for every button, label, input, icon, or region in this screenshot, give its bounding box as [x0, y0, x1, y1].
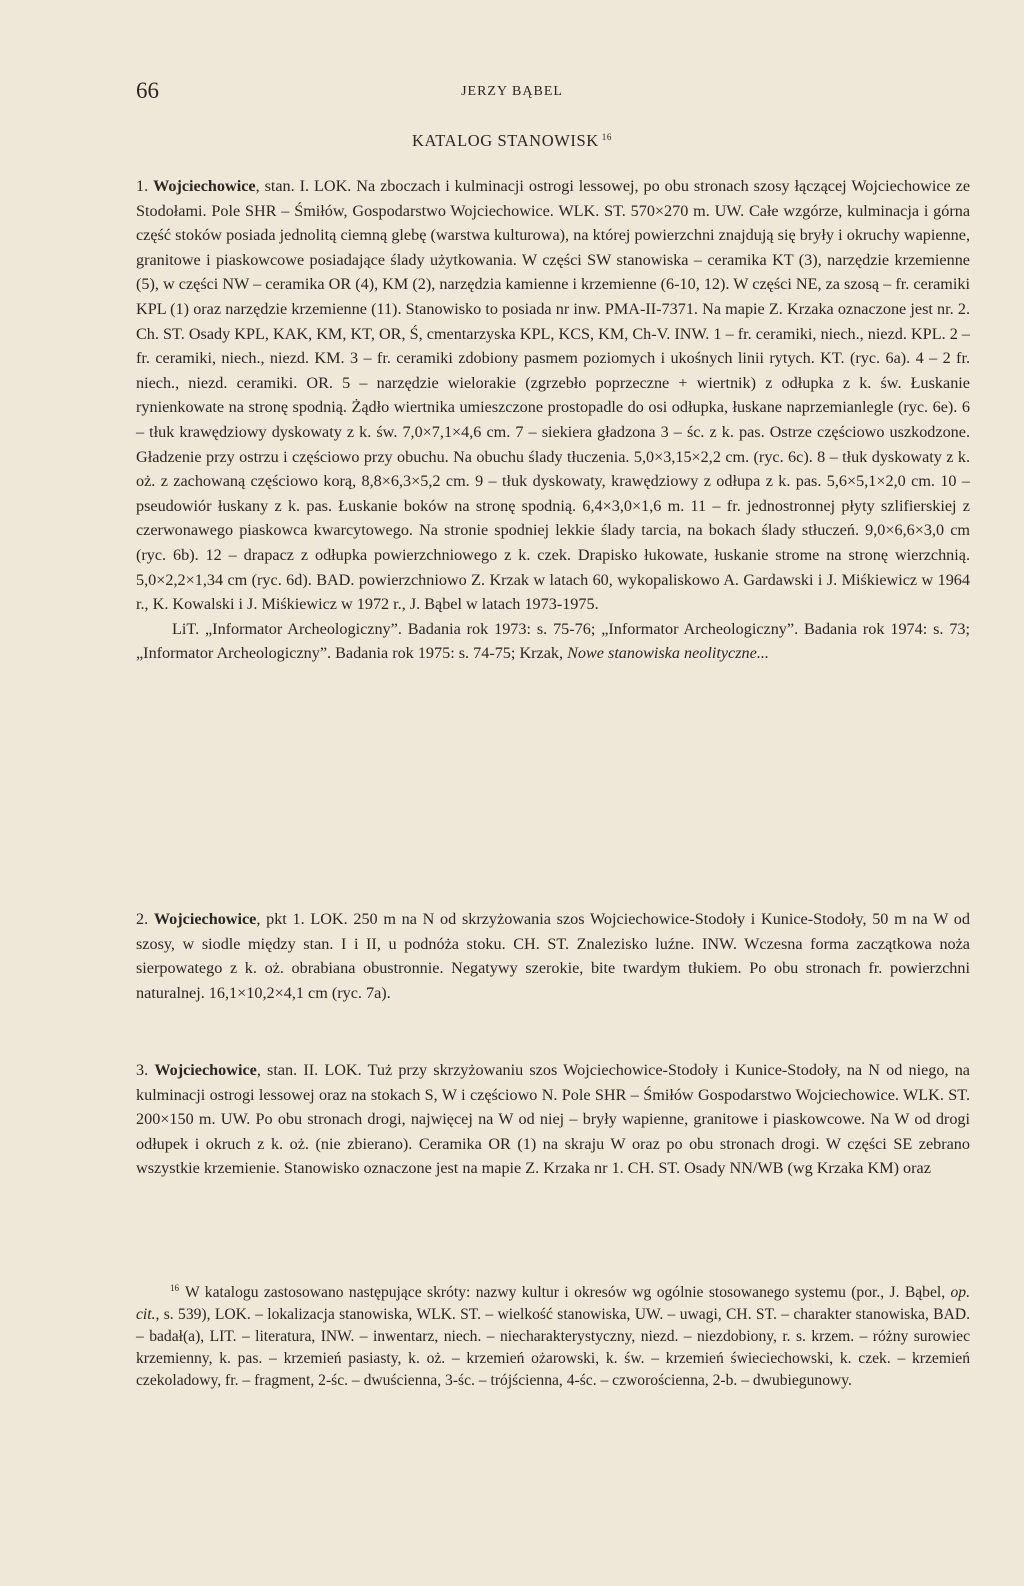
entry-3-site: Wojciechowice: [154, 1061, 257, 1079]
footnote: [136, 1277, 970, 1392]
running-head: JERZY BĄBEL: [461, 84, 563, 99]
entry-3-paragraph: [136, 1058, 970, 1181]
footnote-text-2: , s. 539), LOK. – lokalizacja stanowiska, WLK. ST. – wielkość stanowiska, UW. – uwagi, CH. ST. – charakter stanowiska, BAD. – badał(a), LIT. – literatura, INW. – inwentarz, niech. – niecharakterystyczny, niezd. – niezdobiony, r. s. krzem. – różny surowiec krzemienny, k. pas. – krzemień pasiasty, k. oż. – krzemień ożarowski, k. św. – krzemień świeciechowski, k. czek. – krzemień czekoladowy, fr. – fragment, 2-śc. – dwuścienna, 3-śc. – trójścienna, 4-śc. – czworościenna, 2-b. – dwubiegunowy.: [136, 1306, 970, 1389]
entry-1-literature: [136, 617, 970, 666]
entry-2-text: , pkt 1. LOK. 250 m na N od skrzyżowania szos Wojciechowice-Stodoły i Kunice-Stodoły, 50 m na W od szosy, w siodle między stan. I i II, u podnóża stoku. CH. ST. Znalezisko luźne. INW. Wczesna forma zaczątkowa noża sierpowatego z k. oż. obrabiana obustronnie. Negatywy szerokie, bite twardym tłukiem. Po obu stronach fr. powierzchni naturalnej. 16,1×10,2×4,1 cm (ryc. 7a).: [136, 910, 970, 1002]
footnote-italic: op. cit.: [136, 1284, 970, 1323]
page-number: 66: [136, 78, 159, 103]
footnote-ref: 16: [601, 132, 612, 142]
entry-1-lit-text: LiT. „Informator Archeologiczny”. Badania rok 1973: s. 75-76; „Informator Archeologiczny”. Badania rok 1974: s. 73; „Informator Archeologiczny”. Badania rok 1975: s. 74-75; Krzak,: [136, 619, 970, 663]
catalog-title-text: KATALOG STANOWISK: [412, 131, 599, 150]
catalog-entry-1: [136, 174, 970, 666]
footnote-text: W katalogu zastosowano następujące skróty: nazwy kultur i okresów wg ogólnie stosowanego systemu (por., J. Bąbel,: [185, 1284, 951, 1301]
entry-2-number: 2.: [136, 910, 149, 928]
entry-1-site: Wojciechowice: [153, 177, 256, 195]
catalog-entry-2: [136, 907, 970, 1005]
entry-1-lit-italic: Nowe stanowiska neolityczne...: [567, 644, 769, 663]
entry-1-text: , stan. I. LOK. Na zboczach i kulminacji ostrogi lessowej, po obu stronach szosy łączącej Wojciechowice ze Stodołami. Pole SHR – Śmiłów, Gospodarstwo Wojciechowice. WLK. ST. 570×270 m. UW. Całe wzgórze, kulminacja i górna część stoków posiada jednolitą ciemną glebę (warstwa kulturowa), na której powierzchni znajdują się bryły i okruchy wapienne, granitowe i piaskowcowe posiadające ślady użytkowania. W części SW stanowiska – ceramika KT (3), narzędzie krzemienne (5), w części NW – ceramika OR (4), KM (2), narzędzia kamienne i krzemienne (6-10, 12). W części NE, za szosą – fr. ceramiki KPL (1) oraz narzędzie krzemienne (11). Stanowisko to posiada nr inw. PMA-II-7371. Na mapie Z. Krzaka oznaczone jest nr. 2. Ch. ST. Osady KPL, KAK, KM, KT, OR, Ś, cmentarzyska KPL, KCS, KM, Ch-V. INW. 1 – fr. ceramiki, niech., niezd. KPL. 2 – fr. ceramiki, niech., niezd. KM. 3 – fr. ceramiki zdobiony pasmem poziomych i ukośnych linii rytych. KT. (ryc. 6a). 4 – 2 fr. niech., niezd. ceramiki. OR. 5 – narzędzie wielorakie (zgrzebło poprzeczne + wiertnik) z odłupka z k. św. Łuskanie rynienkowate na stronę spodnią. Żądło wiertnika umieszczone prostopadle do osi odłupka, łuskane naprzemianlegle (ryc. 6e). 6 – tłuk krawędziowy dyskowaty z k. św. 7,0×7,1×4,6 cm. 7 – siekiera gładzona 3 – śc. z k. pas. Ostrze częściowo uszkodzone. Gładzenie przy ostrzu i częściowo przy obuchu. Na obuchu ślady tłuczenia. 5,0×3,15×2,2 cm. (ryc. 6c). 8 – tłuk dyskowaty z k. oż. z zachowaną częściowo korą, 8,8×6,3×5,2 cm. 9 – tłuk dyskowaty, krawędziowy z odłupa z k. pas. 5,6×5,1×2,0 cm. 10 – pseudowiór łuskany z k. pas. Łuskanie boków na stronę spodnią. 6,4×3,0×1,6 m. 11 – fr. jednostronnej płyty szlifierskiej z czerwonawego piaskowca kwarcytowego. Na stronie spodniej lekkie ślady tarcia, na bokach ślady stłuczeń. 9,0×6,6×3,0 cm (ryc. 6b). 12 – drapacz z odłupka powierzchniowego z k. czek. Drapisko łukowate, łuskanie strome na stronę wierzchnią. 5,0×2,2×1,34 cm (ryc. 6d). BAD. powierzchniowo Z. Krzak w latach 60, wykopaliskowo A. Gardawski i J. Miśkiewicz w 1964 r., K. Kowalski i J. Miśkiewicz w 1972 r., J. Bąbel w latach 1973-1975.: [136, 177, 970, 614]
entry-3-text: , stan. II. LOK. Tuż przy skrzyżowaniu szos Wojciechowice-Stodoły i Kunice-Stodoły, na N od niego, na kulminacji ostrogi lessowej oraz na stokach S, W i częściowo N. Pole SHR – Śmiłów Gospodarstwo Wojciechowice. WLK. ST. 200×150 m. UW. Po obu stronach drogi, najwięcej na W od niej – bryły wapienne, granitowe i piaskowcowe. Na W od drogi odłupek i okruch z k. oż. (nie zbierano). Ceramika OR (1) na skraju W oraz po obu stronach drogi. W części SE zebrano wszystkie krzemienie. Stanowisko oznaczone jest na mapie Z. Krzaka nr 1. CH. ST. Osady NN/WB (wg Krzaka KM) oraz: [136, 1061, 970, 1178]
catalog-entry-3: [136, 1058, 970, 1181]
entry-2-site: Wojciechowice: [153, 910, 257, 928]
entry-2-paragraph: [136, 907, 970, 1005]
entry-3-number: 3.: [136, 1061, 149, 1079]
entry-1-paragraph: [136, 174, 970, 617]
footnote-mark: 16: [170, 1283, 179, 1293]
catalog-title: [0, 131, 1024, 151]
entry-1-number: 1.: [136, 177, 149, 195]
